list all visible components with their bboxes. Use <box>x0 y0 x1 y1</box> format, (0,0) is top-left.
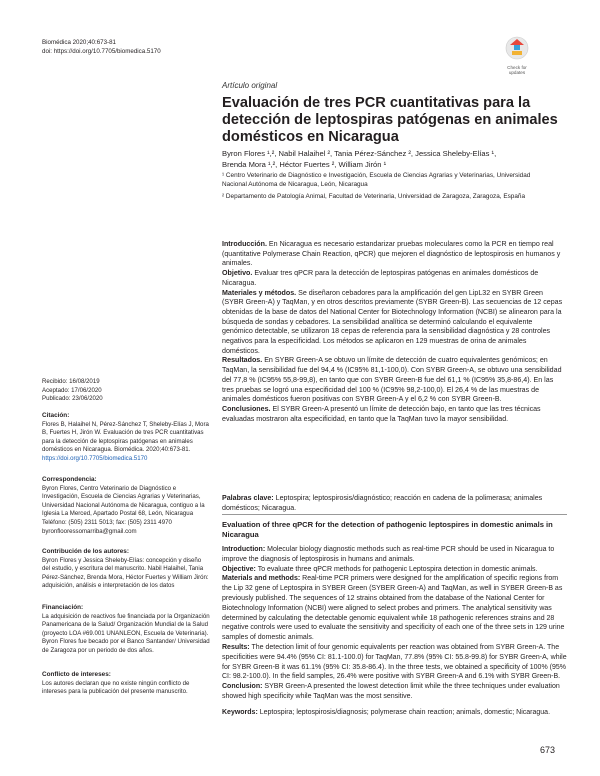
author-line: Byron Flores ¹,², Nabil Halaihel ², Tania Pérez-Sánchez ², Jessica Sheleby-Elías ¹, <box>222 149 497 158</box>
correspondence-block <box>42 476 210 536</box>
keywords-en: Keywords: Leptospira; leptospirosis/diagnosis; polymerase chain reaction; animals, domestic; Nicaragua. <box>222 708 551 716</box>
author-line: Brenda Mora ¹,², Héctor Fuertes ², William Jirón ¹ <box>222 160 387 169</box>
correspondence-email[interactable]: byronflooressomarriba@gmail.com <box>42 527 137 535</box>
journal-header <box>42 38 161 56</box>
title-en: Evaluation of three qPCR for the detection of pathogenic leptospires in domestic animals in Nicaragua <box>222 520 553 539</box>
affiliation-1: ¹ Centro Veterinario de Diagnóstico e Investigación, Escuela de Ciencias Agrarias y Veterinarias, Universidad Nacional Autónoma de Nicaragua, León, Nicaragua <box>222 172 531 188</box>
abstract-objective: Objetivo. Evaluar tres qPCR para la detección de leptospiras patógenas en animales domésticos de Nicaragua. <box>222 269 539 287</box>
page-number: 673 <box>540 745 556 755</box>
abstract-intro: Introducción. En Nicaragua es necesario estandarizar pruebas moleculares como la PCR en tiempo real (quantitative Polymerase Chain Reaction, qPCR) que mejoren el diagnóstico de leptospirosis en humanos y animales. <box>222 240 561 268</box>
article-title: Evaluación de tres PCR cuantitativas para la detección de leptospiras patógenas en animales domésticos en Nicaragua <box>222 95 558 145</box>
abstract-es <box>222 240 564 424</box>
doi-link[interactable]: doi: https://doi.org/10.7705/biomedica.5170 <box>42 48 161 55</box>
abstract-en-conclusion: Conclusion: SYBR Green-A presented the lowest detection limit while the three techniques under evaluation showed high specificity while TaqMan was the most sensitive. <box>222 683 560 700</box>
dates-block <box>42 378 210 404</box>
badge-label-1: Check for <box>507 65 527 70</box>
citation-block <box>42 412 210 464</box>
abstract-methods: Materiales y métodos. Se diseñaron cebadores para la amplificación del gen LipL32 en SYBR Green (SYBR Green-A) y TaqMan, y en otros descritos previamente (SYBR Green-B). Las secuencias de 12 cepas obtenidas de la base de datos del National Center for Biotechnology Information (NCBI) se alinearon para la búsqueda de sondas y cebadores. La sensibilidad analítica se determinó calculando el equivalente genómico detectable, se utilizaron 18 cepas de referencia para la sensibilidad diagnóstica y 28 controles negativos para la especificidad. Los métodos se aplicaron en 129 muestras de orina de animales domésticos. <box>222 288 563 355</box>
citation-text: Flores B, Halaihel N, Pérez-Sánchez T, Sheleby-Elías J, Mora B, Fuertes H, Jirón W. Evaluación de tres PCR cuantitativas para la detección de leptospiras patógenas en animales domésticos en Nicaragua. Biomédica. 2020;40:673-81. <box>42 420 209 454</box>
conflicts-text: Los autores declaran que no existe ningún conflicto de intereses para la publicación del presente manuscrito. <box>42 679 190 696</box>
check-for-updates-badge[interactable] <box>494 36 540 78</box>
correspondence-heading: Correspondencia: <box>42 476 97 483</box>
badge-label-2: updates <box>508 70 526 76</box>
contributions-text: Byron Flores y Jessica Sheleby-Elías: concepción y diseño del estudio, y escritura del manuscrito. Nabil Halaihel, Tania Pérez-Sánchez, Brenda Mora, Héctor Fuertes y William Jirón: adquisición, análisis e interpretación de los datos <box>42 556 209 590</box>
author-list <box>222 148 562 170</box>
published-date: Publicado: 23/06/2020 <box>42 395 103 403</box>
correspondence-phone: Teléfono: (505) 2311 5013; fax: (505) 2311 4970 <box>42 518 172 526</box>
keywords-es: Palabras clave: Leptospira; leptospirosis/diagnóstico; reacción en cadena de la polimerasa; animales domésticos; Nicaragua. <box>222 494 543 512</box>
article-type: Artículo original <box>222 81 278 90</box>
conflicts-block <box>42 671 210 697</box>
affiliation-2: ² Departamento de Patología Animal, Facultad de Veterinaria, Universidad de Zaragoza, Zaragoza, España <box>222 193 526 200</box>
abstract-conclusions: Conclusiones. El SYBR Green-A presentó un límite de detección bajo, en tanto que las tres técnicas evaluadas mostraron alta especificidad, en tanto que la TaqMan tuvo la mayor sensibilidad. <box>222 404 541 423</box>
abstract-en-intro: Introduction: Molecular biology diagnostic methods such as real-time PCR should be used in Nicaragua to improve the diagnosis of leptospirosis in humans and animals. <box>222 546 555 563</box>
funding-block <box>42 604 210 656</box>
crossmark-icon <box>505 36 529 60</box>
funding-heading: Financiación: <box>42 604 84 611</box>
abstract-en-results: Results: The detection limit of four genomic equivalents per reaction was obtained from SYBR Green-A. The specificities were 94.4% (95% CI: 81.1-100.0) for TaqMan, 77.8% (95% CI: 55.8-99.8) for SYBR Green-A, while for SYBR Green-B it was 61.1% (95% CI: 35.8-86.4). In the three tests, we obtained a specificity of 100% (95% CI: 98.2-100.0). In the field samples, 26.4% were positive with SYBR Green-A and 6.1% with SYBR Green-B. <box>222 643 567 681</box>
abstract-en-methods: Materials and methods: Real-time PCR primers were designed for the amplification of specific regions from the Lip 32 gene of Leptospira in SYBER Green (SYBER Green-A) and TaqMan, as well in SYBER Green-B as previously published. The sequences of 12 strains obtained from the database of the National Center for Biotechnology Information (NCBI) were aligned to select probes and primers. The analytical sensitivity was determined by calculating the detectable genomic equivalent while 18 pathogenic references strains and 28 negative controls were used to evaluate the sensitivity and specificity of each one of the three sets in 129 urine samples of domestic animals. <box>222 575 565 642</box>
citation-link[interactable]: https://doi.org/10.7705/biomedica.5170 <box>42 454 148 462</box>
abstract-en-objective: Objective: To evaluate three qPCR methods for pathogenic Leptospira detection in domestic animals. <box>222 565 538 573</box>
correspondence-text: Byron Flores, Centro Veterinario de Diagnóstico e Investigación, Escuela de Ciencias Agrarias y Veterinarias, Universidad Nacional Autónoma de Nicaragua, contiguo a la Iglesia La Merced, Apartado Postal 68, León, Nicaragua <box>42 484 205 518</box>
journal-citation: Biomédica 2020;40:673-81 <box>42 39 116 46</box>
section-divider <box>222 514 567 515</box>
accepted-date: Aceptado: 17/06/2020 <box>42 386 102 394</box>
conflicts-heading: Conflicto de intereses: <box>42 671 111 678</box>
contributions-heading: Contribución de los autores: <box>42 548 129 555</box>
abstract-en <box>222 545 568 718</box>
abstract-results: Resultados. En SYBR Green-A se obtuvo un límite de detección de cuatro equivalentes genómicos; en TaqMan, la sensibilidad fue del 94,4 % (IC95% 81,1-100,0). Con SYBR Green-A, se obtuvo una sensibilidad del 77,8 % (IC95% 55,8-99,8), en tanto que con SYBR Green-B fue del 61,1 % (IC95% 35,8-86,4). En las tres pruebas se logró una especificidad del 100 % (IC95% 98,2-100,0). El 26,4 % de las muestras de animales domésticos fueron positivas con SYBR Green-A y el 6,2 % con SYBR Green-B. <box>222 356 562 404</box>
funding-text: La adquisición de reactivos fue financiada por la Organización Panamericana de la Salud/ Organización Mundial de la Salud (proyecto LOA #69.001 UNANLEON, Escuela de Veterinaria). Byron Flores fue becado por el Banco Santander/ Universidad de Zaragoza por un periodo de dos años. <box>42 612 210 654</box>
received-date: Recibido: 16/08/2019 <box>42 378 100 385</box>
citation-heading: Citación: <box>42 412 70 419</box>
contributions-block <box>42 548 210 591</box>
